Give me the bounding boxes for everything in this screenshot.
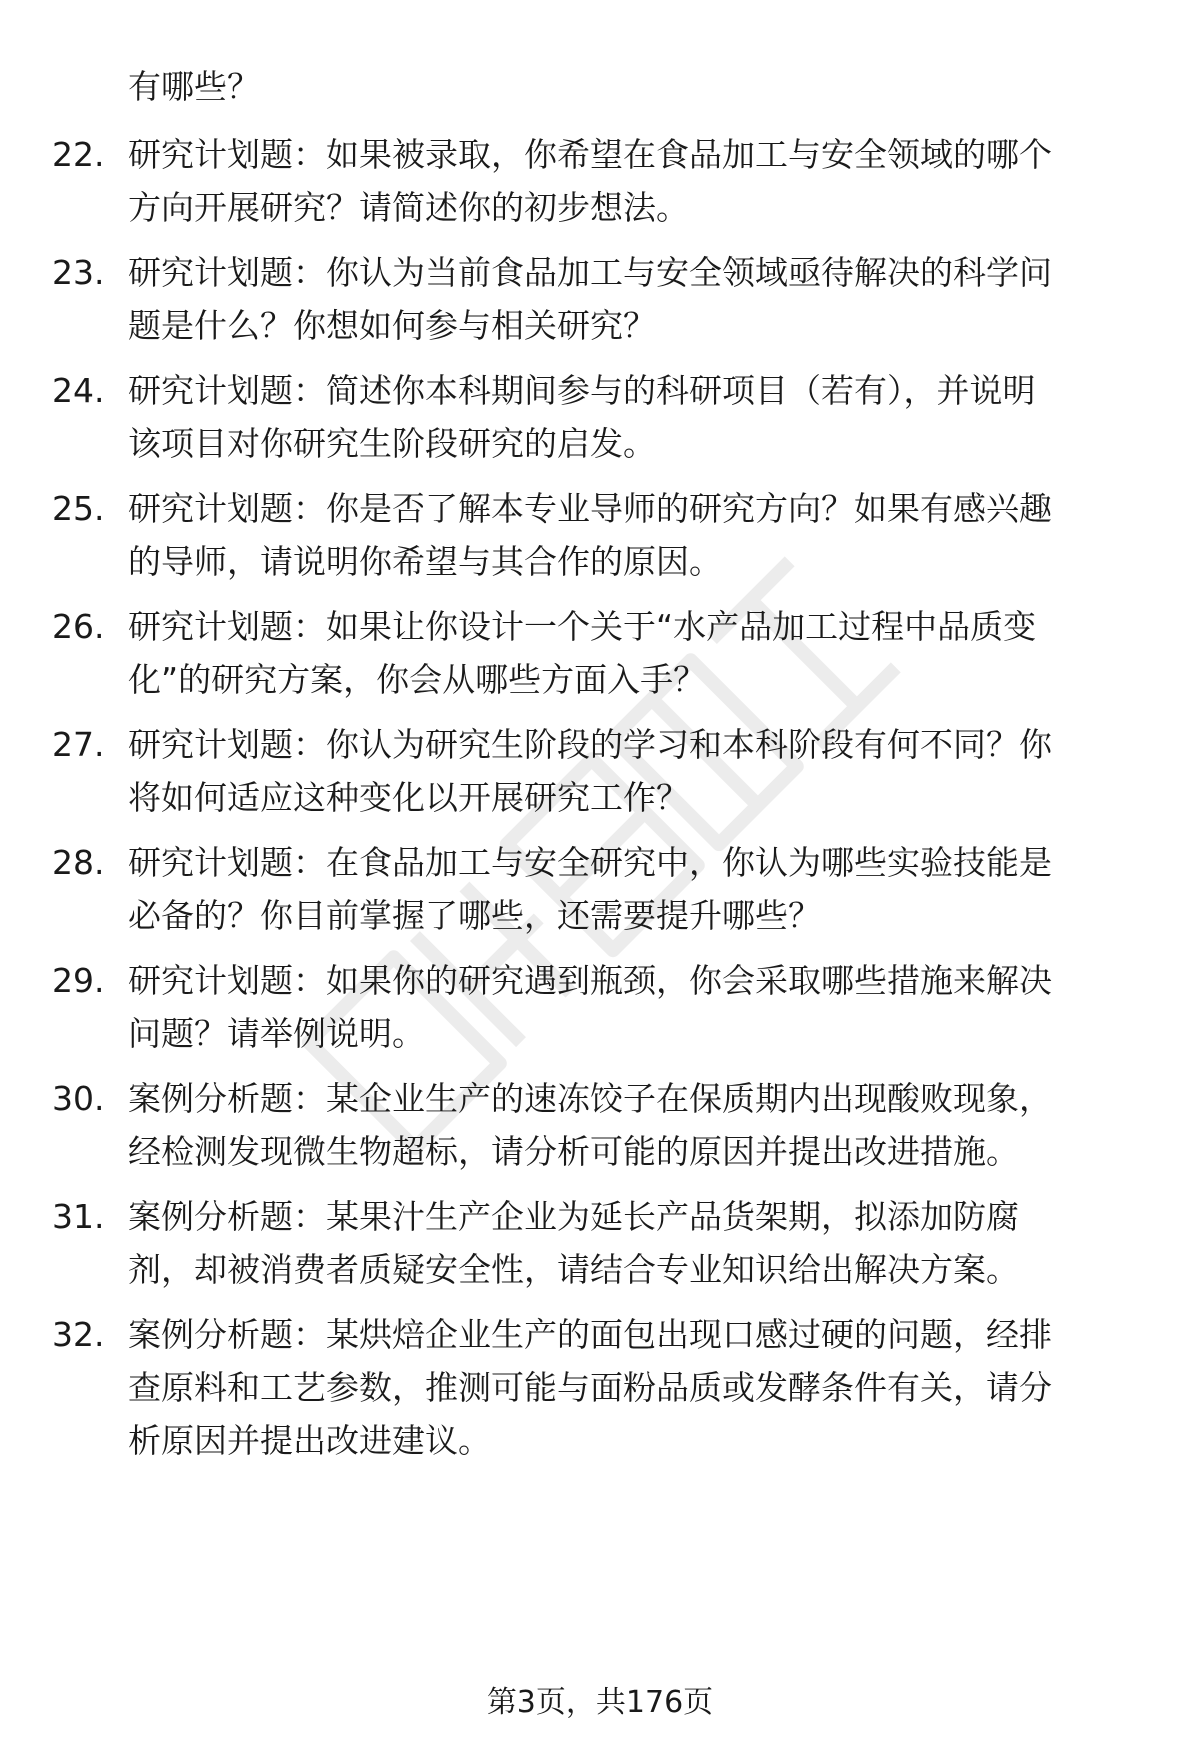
- question-line: 研究计划题：你认为研究生阶段的学习和本科阶段有何不同？你: [128, 725, 1052, 764]
- question-number: 27.: [52, 725, 105, 764]
- question-number: 31.: [52, 1197, 105, 1236]
- question-number: 25.: [52, 489, 105, 528]
- question-line: 问题？请举例说明。: [128, 1014, 425, 1053]
- question-line: 研究计划题：你认为当前食品加工与安全领域亟待解决的科学问: [128, 253, 1052, 292]
- question-text: [128, 1308, 1148, 1467]
- question-text: [128, 954, 1148, 1060]
- question-text: [128, 836, 1148, 942]
- question-line: 化”的研究方案，你会从哪些方面入手？: [128, 660, 707, 699]
- question-text: [128, 718, 1148, 824]
- question-text: [128, 128, 1148, 234]
- question-line: 题是什么？你想如何参与相关研究？: [128, 306, 656, 345]
- question-number: 30.: [52, 1079, 105, 1118]
- question-line: 研究计划题：简述你本科期间参与的科研项目（若有），并说明: [128, 371, 1036, 410]
- question-line: 方向开展研究？请简述你的初步想法。: [128, 188, 689, 227]
- page-footer: 第3页，共176页: [486, 1685, 714, 1720]
- continuation-line: 有哪些？: [128, 67, 260, 106]
- question-line: 案例分析题：某企业生产的速冻饺子在保质期内出现酸败现象，: [128, 1079, 1052, 1118]
- question-number: 29.: [52, 961, 105, 1000]
- question-number: 24.: [52, 371, 105, 410]
- question-line: 将如何适应这种变化以开展研究工作？: [128, 778, 689, 817]
- question-text: [128, 482, 1148, 588]
- question-text: [128, 364, 1148, 470]
- question-line: 剂，却被消费者质疑安全性，请结合专业知识给出解决方案。: [128, 1250, 1019, 1289]
- question-line: 研究计划题：如果让你设计一个关于“水产品加工过程中品质变: [128, 607, 1037, 646]
- question-number: 22.: [52, 135, 105, 174]
- question-line: 案例分析题：某果汁生产企业为延长产品货架期，拟添加防腐: [128, 1197, 1019, 1236]
- question-line: 研究计划题：你是否了解本专业导师的研究方向？如果有感兴趣: [128, 489, 1052, 528]
- question-text: [128, 600, 1148, 706]
- question-text: [128, 1072, 1148, 1178]
- question-number: 23.: [52, 253, 105, 292]
- question-line: 经检测发现微生物超标，请分析可能的原因并提出改进措施。: [128, 1132, 1019, 1171]
- question-number: 26.: [52, 607, 105, 646]
- question-line: 的导师，请说明你希望与其合作的原因。: [128, 542, 722, 581]
- question-line: 该项目对你研究生阶段研究的启发。: [128, 424, 656, 463]
- question-number: 32.: [52, 1315, 105, 1354]
- question-line: 查原料和工艺参数，推测可能与面粉品质或发酵条件有关，请分: [128, 1368, 1052, 1407]
- question-text: [128, 246, 1148, 352]
- question-line: 研究计划题：如果你的研究遇到瓶颈，你会采取哪些措施来解决: [128, 961, 1052, 1000]
- question-number: 28.: [52, 843, 105, 882]
- question-line: 必备的？你目前掌握了哪些，还需要提升哪些？: [128, 896, 821, 935]
- question-line: 研究计划题：如果被录取，你希望在食品加工与安全领域的哪个: [128, 135, 1052, 174]
- question-line: 案例分析题：某烘焙企业生产的面包出现口感过硬的问题，经排: [128, 1315, 1052, 1354]
- question-text: [128, 1190, 1148, 1296]
- question-line: 析原因并提出改进建议。: [128, 1421, 491, 1460]
- question-line: 研究计划题：在食品加工与安全研究中，你认为哪些实验技能是: [128, 843, 1052, 882]
